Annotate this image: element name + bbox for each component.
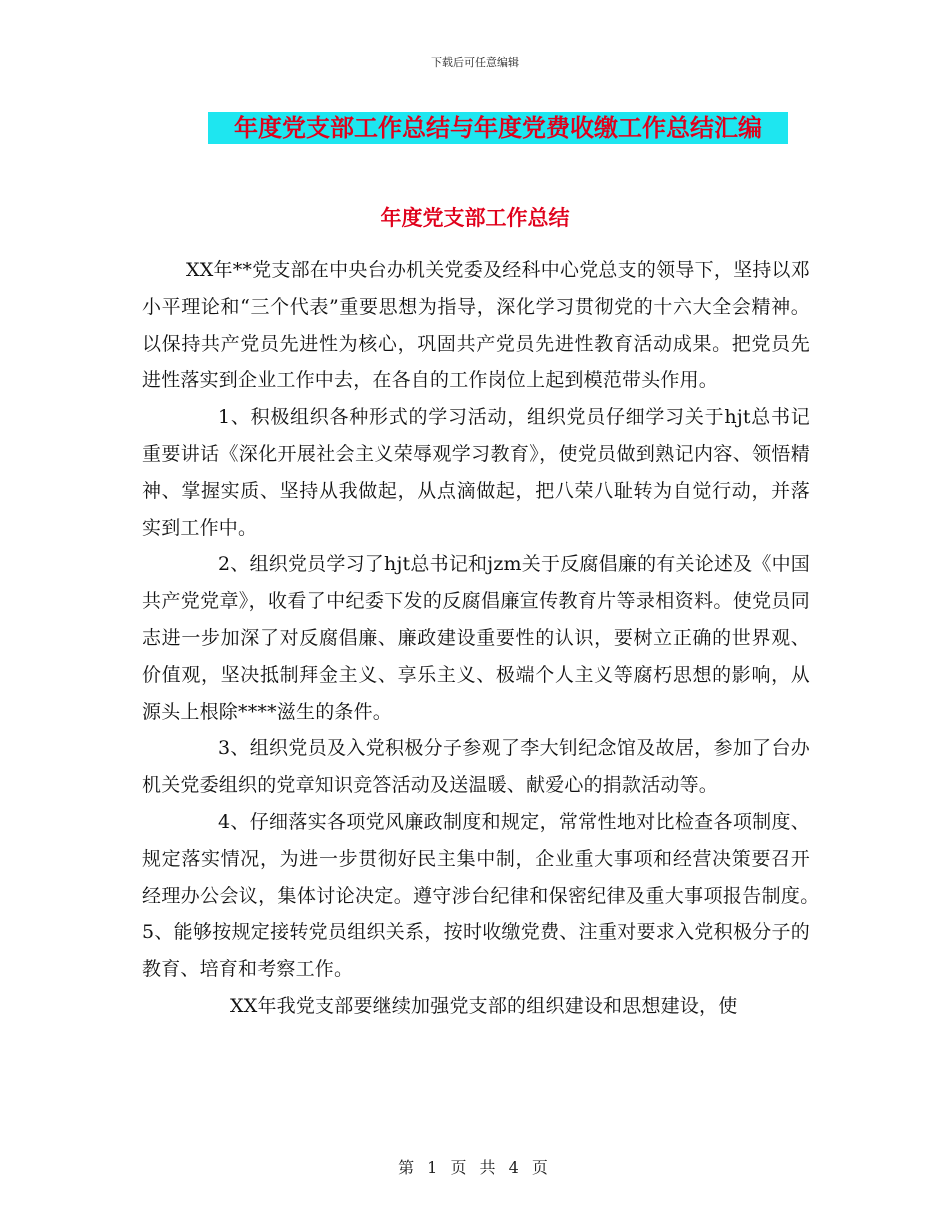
page-number: 第 1 页 共 4 页 [398,1158,552,1177]
paragraph-item-1: 1、积极组织各种形式的学习活动，组织党员仔细学习关于hjt总书记重要讲话《深化开展社会主义荣辱观学习教育》，使党员做到熟记内容、领悟精神、掌握实质、坚持从我做起，从点滴做起，把八荣八耻转为自觉行动，并落实到工作中。 [142,406,810,539]
paragraph-item-3: 3、组织党员及入党积极分子参观了李大钊纪念馆及故居，参加了台办机关党委组织的党章知识竞答活动及送温暖、献爱心的捐款活动等。 [142,737,810,797]
header-note: 下载后可任意编辑 [431,56,519,69]
paragraph-item-4-5: 4、仔细落实各项党风廉政制度和规定，常常性地对比检查各项制度、规定落实情况，为进一步贯彻好民主集中制，企业重大事项和经营决策要召开经理办公会议，集体讨论决定。遵守涉台纪律和保密纪律及重大事项报告制度。 5、能够按规定接转党员组织关系，按时收缴党费、注重对要求入党积极分子的教育、培育和考察工作。 [142,810,849,981]
document-body [142,252,849,1025]
paragraph-item-2: 2、组织党员学习了hjt总书记和jzm关于反腐倡廉的有关论述及《中国共产党党章》，收看了中纪委下发的反腐倡廉宣传教育片等录相资料。使党员同志进一步加深了对反腐倡廉、廉政建设重要性的认识，要树立正确的世界观、价值观，坚决抵制拜金主义、享乐主义、极端个人主义等腐朽思想的影响，从源头上根除****滋生的条件。 [142,553,810,723]
section-title: 年度党支部工作总结 [380,205,570,230]
document-title: 年度党支部工作总结与年度党费收缴工作总结汇编 [208,112,788,144]
paragraph-conclusion: XX年我党支部要继续加强党支部的组织建设和思想建设，使 [230,994,738,1017]
paragraph-intro: XX年**党支部在中央台办机关党委及经科中心党总支的领导下，坚持以邓小平理论和“三个代表”重要思想为指导，深化学习贯彻党的十六大全会精神。以保持共产党员先进性为核心，巩固共产党员先进性教育活动成果。把党员先进性落实到企业工作中去，在各自的工作岗位上起到模范带头作用。 [142,259,810,392]
